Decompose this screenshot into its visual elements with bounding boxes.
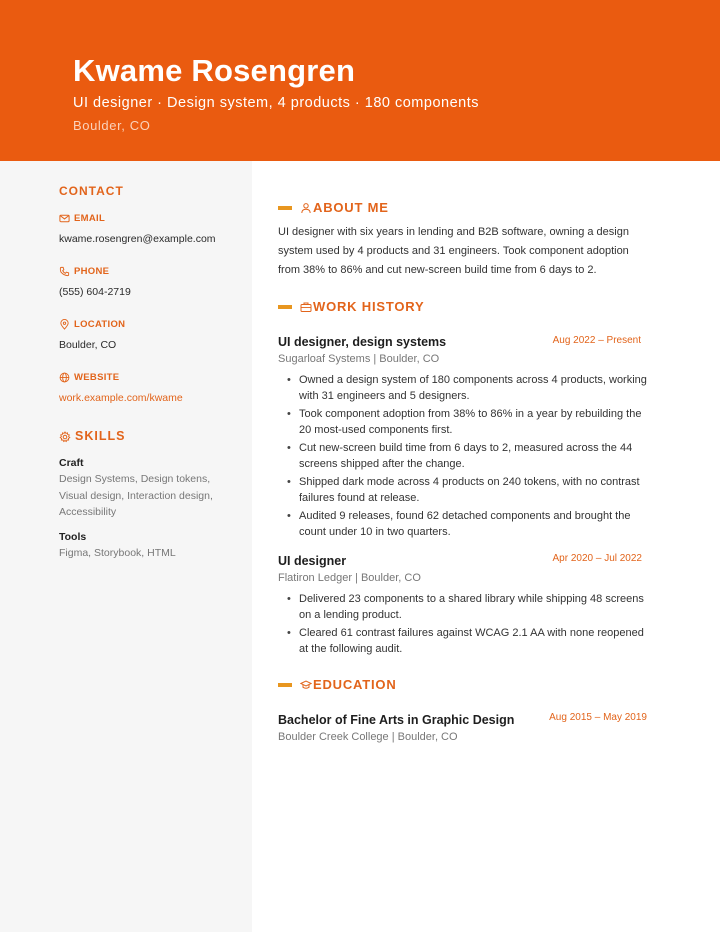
location-value: Boulder, CO xyxy=(59,339,117,351)
work-history-heading xyxy=(278,299,424,314)
phone-label-text: PHONE xyxy=(74,266,110,277)
education-heading-label: EDUCATION xyxy=(313,677,397,692)
job-title: UI designer xyxy=(278,554,347,568)
gear-icon xyxy=(59,431,70,442)
candidate-tagline: UI designer · Design system, 4 products · 180 components xyxy=(73,95,479,111)
location-label-text: LOCATION xyxy=(74,319,126,330)
mail-icon xyxy=(59,213,70,224)
resume-header xyxy=(0,0,720,161)
map-pin-icon xyxy=(59,319,70,330)
phone-icon xyxy=(59,266,70,277)
graduation-cap-icon xyxy=(300,679,312,691)
job-title: UI designer, design systems xyxy=(278,335,447,349)
job-organization: Sugarloaf Systems | Boulder, CO xyxy=(278,353,440,365)
bullet-item: • Audited 9 releases, found 62 detached components and brought the count under 10 in two quarters. xyxy=(278,508,650,540)
briefcase-icon xyxy=(300,301,312,313)
website-label-text: WEBSITE xyxy=(74,372,120,383)
school-name: Boulder Creek College | Boulder, CO xyxy=(278,731,458,743)
website-label xyxy=(59,372,119,383)
email-label xyxy=(59,213,105,224)
email-value[interactable]: kwame.rosengren@example.com xyxy=(59,233,216,245)
bullet-item: • Cleared 61 contrast failures against WCAG 2.1 AA with none reopened at the following audit. xyxy=(278,625,650,657)
job-dates: Apr 2020 – Jul 2022 xyxy=(552,553,642,564)
phone-label xyxy=(59,266,109,277)
bullet-item: • Took component adoption from 38% to 86% in a year by rebuilding the 20 most-used components first. xyxy=(278,406,650,438)
work-history-heading-label: WORK HISTORY xyxy=(313,299,425,314)
location-label xyxy=(59,319,125,330)
contact-heading-label: CONTACT xyxy=(59,184,124,198)
contact-heading xyxy=(59,184,124,198)
education-heading xyxy=(278,677,397,692)
skill-category: Tools xyxy=(59,531,87,543)
job-dates: Aug 2022 – Present xyxy=(552,335,641,346)
job-bullets xyxy=(278,372,650,542)
job-organization: Flatiron Ledger | Boulder, CO xyxy=(278,572,421,584)
accent-bar xyxy=(278,305,292,309)
bullet-item: • Delivered 23 components to a shared library while shipping 48 screens on a lending product. xyxy=(278,591,650,623)
phone-value[interactable]: (555) 604-2719 xyxy=(59,286,131,298)
accent-bar xyxy=(278,683,292,687)
skill-category: Craft xyxy=(59,457,84,469)
about-heading-label: ABOUT ME xyxy=(313,200,389,215)
bullet-item: • Owned a design system of 180 components across 4 products, working with 31 engineers and 5 designers. xyxy=(278,372,650,404)
skills-heading-label: SKILLS xyxy=(75,429,126,443)
candidate-location: Boulder, CO xyxy=(73,118,151,133)
accent-bar xyxy=(278,206,292,210)
bullet-item: • Cut new-screen build time from 6 days to 2, measured across the 44 screens shipped after the change. xyxy=(278,440,650,472)
skill-items: Figma, Storybook, HTML xyxy=(59,547,176,559)
degree-title: Bachelor of Fine Arts in Graphic Design xyxy=(278,713,515,727)
website-link[interactable]: work.example.com/kwame xyxy=(59,392,183,404)
about-heading xyxy=(278,200,389,215)
candidate-name: Kwame Rosengren xyxy=(73,53,356,88)
email-label-text: EMAIL xyxy=(74,213,106,224)
about-text: UI designer with six years in lending and B2B software, owning a design system used by 4 products and 31 engineers. Took component adoption from 38% to 86% and cut new-screen build time from 6 days to 2. xyxy=(278,226,629,276)
skill-items: Design Systems, Design tokens, Visual design, Interaction design, Accessibility xyxy=(59,473,213,518)
globe-icon xyxy=(59,372,70,383)
bullet-item: • Shipped dark mode across 4 products on 240 tokens, with no contrast failures found at release. xyxy=(278,474,650,506)
job-bullets xyxy=(278,591,650,659)
skills-heading xyxy=(59,429,125,443)
person-icon xyxy=(300,202,312,214)
education-dates: Aug 2015 – May 2019 xyxy=(549,712,647,723)
